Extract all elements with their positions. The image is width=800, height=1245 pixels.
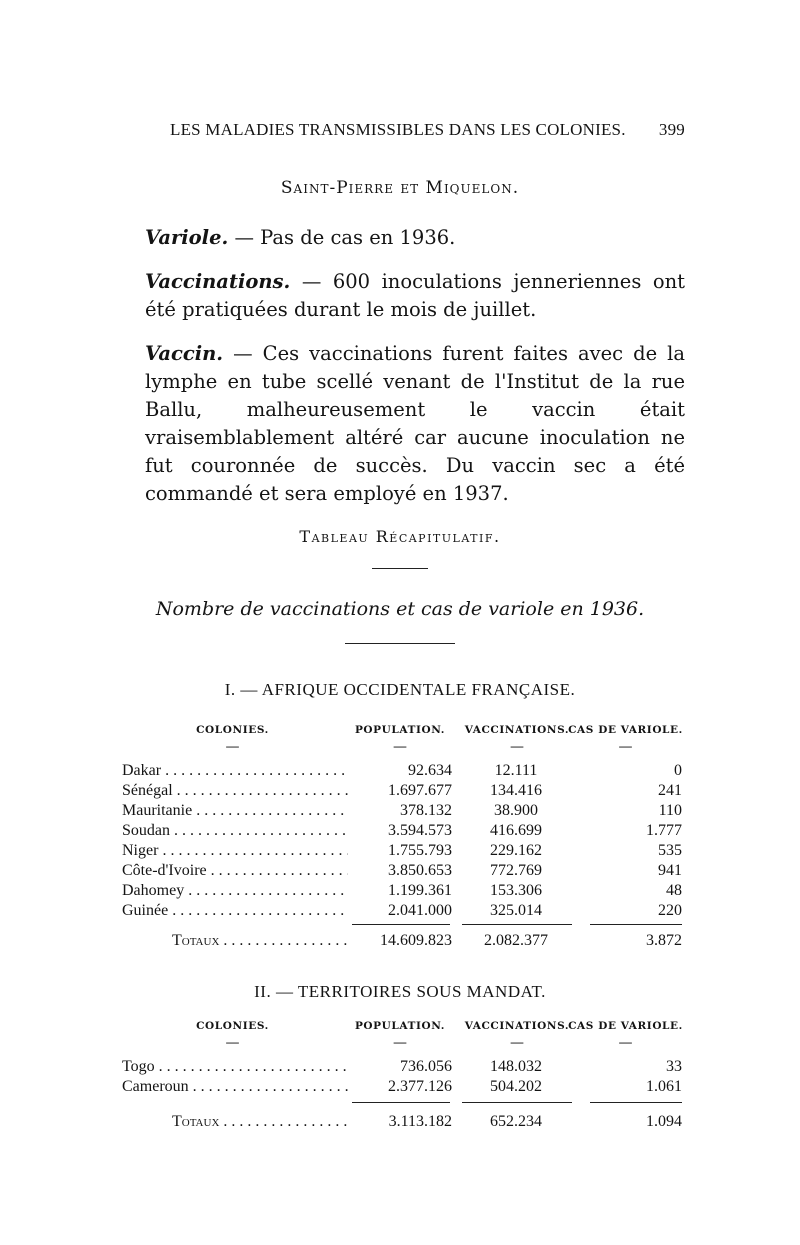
paragraph-lead: Vaccinations. bbox=[145, 270, 291, 293]
total-rule bbox=[590, 924, 682, 925]
table-row bbox=[122, 842, 682, 862]
table-row bbox=[122, 1058, 682, 1078]
divider bbox=[372, 568, 428, 569]
vaccinations-total: 2.082.377 bbox=[484, 932, 548, 949]
running-title: LES MALADIES TRANSMISSIBLES DANS LES COLONIES. bbox=[170, 120, 626, 139]
cases-cell: 220 bbox=[658, 902, 682, 919]
cases-cell: 48 bbox=[666, 882, 682, 899]
column-dash: — bbox=[510, 1035, 524, 1051]
cases-cell: 941 bbox=[658, 862, 682, 879]
table-row bbox=[122, 802, 682, 822]
total-rule bbox=[462, 924, 572, 925]
vaccinations-cell: 416.699 bbox=[490, 822, 542, 839]
population-cell: 1.199.361 bbox=[388, 882, 452, 899]
population-cell: 736.056 bbox=[400, 1058, 452, 1075]
paragraph-vaccinations bbox=[145, 268, 685, 324]
part2-column-headers bbox=[0, 1020, 800, 1060]
paragraph-vaccin bbox=[145, 340, 685, 508]
vaccinations-cell: 12.111 bbox=[494, 762, 538, 779]
population-cell: 3.594.573 bbox=[388, 822, 452, 839]
table-subtitle: Nombre de vaccinations et cas de variole en 1936. bbox=[155, 598, 645, 620]
population-total: 14.609.823 bbox=[380, 932, 452, 949]
cases-total: 1.094 bbox=[646, 1113, 682, 1130]
vaccinations-cell: 772.769 bbox=[490, 862, 542, 879]
totals-row bbox=[122, 1113, 682, 1133]
total-rule bbox=[352, 924, 450, 925]
part1-heading: I. — AFRIQUE OCCIDENTALE FRANÇAISE. bbox=[224, 680, 576, 699]
population-total: 3.113.182 bbox=[388, 1113, 452, 1130]
vaccinations-cell: 38.900 bbox=[494, 802, 538, 819]
paragraph-text: — Pas de cas en 1936. bbox=[228, 226, 456, 249]
colony-name: Mauritanie . . . bbox=[122, 802, 348, 820]
population-cell: 1.697.677 bbox=[388, 782, 452, 799]
column-header: COLONIES. bbox=[196, 724, 269, 736]
totals-label: Totaux . . . bbox=[172, 932, 348, 950]
table-row bbox=[122, 882, 682, 902]
cases-cell: 535 bbox=[658, 842, 682, 859]
column-dash: — bbox=[618, 1035, 633, 1051]
column-dash: — bbox=[225, 1035, 240, 1051]
cases-total: 3.872 bbox=[646, 932, 682, 949]
colony-name: Cameroun . . . bbox=[122, 1078, 348, 1096]
colony-name: Soudan . . . bbox=[122, 822, 348, 840]
table-row bbox=[122, 782, 682, 802]
divider bbox=[345, 643, 455, 644]
column-dash: — bbox=[393, 739, 407, 755]
vaccinations-cell: 153.306 bbox=[490, 882, 542, 899]
table-row bbox=[122, 762, 682, 782]
column-header: COLONIES. bbox=[196, 1020, 269, 1032]
colony-name: Niger . . . bbox=[122, 842, 348, 860]
part2-heading: II. — TERRITOIRES SOUS MANDAT. bbox=[254, 982, 546, 1001]
section-title: Saint-Pierre et Miquelon. bbox=[280, 178, 520, 198]
cases-cell: 1.061 bbox=[646, 1078, 682, 1095]
total-rule bbox=[462, 1102, 572, 1103]
page-number: 399 bbox=[658, 120, 685, 139]
colony-name: Togo . . . bbox=[122, 1058, 348, 1076]
totals-row bbox=[122, 932, 682, 952]
vaccinations-cell: 504.202 bbox=[490, 1078, 542, 1095]
population-cell: 2.041.000 bbox=[388, 902, 452, 919]
paragraph-variole bbox=[145, 224, 685, 252]
table-title: Tableau Récapitulatif. bbox=[299, 527, 501, 546]
column-header: VACCINATIONS. bbox=[464, 1020, 570, 1032]
vaccinations-cell: 148.032 bbox=[490, 1058, 542, 1075]
colony-name: Dahomey . . . bbox=[122, 882, 348, 900]
column-header: VACCINATIONS. bbox=[464, 724, 570, 736]
cases-cell: 241 bbox=[658, 782, 682, 799]
population-cell: 3.850.653 bbox=[388, 862, 452, 879]
column-header: POPULATION. bbox=[354, 724, 446, 736]
table-row bbox=[122, 822, 682, 842]
colony-name: Dakar . . . bbox=[122, 762, 348, 780]
cases-cell: 33 bbox=[666, 1058, 682, 1075]
table-row bbox=[122, 862, 682, 882]
population-cell: 92.634 bbox=[408, 762, 452, 779]
table-row bbox=[122, 1078, 682, 1098]
column-dash: — bbox=[510, 739, 524, 755]
running-header bbox=[170, 120, 685, 140]
cases-cell: 0 bbox=[674, 762, 682, 779]
population-cell: 1.755.793 bbox=[388, 842, 452, 859]
vaccinations-cell: 325.014 bbox=[490, 902, 542, 919]
cases-cell: 110 bbox=[658, 802, 682, 819]
table-row bbox=[122, 902, 682, 922]
colony-name: Côte-d'Ivoire . . . bbox=[122, 862, 348, 880]
vaccinations-cell: 134.416 bbox=[490, 782, 542, 799]
colony-name: Sénégal . . . bbox=[122, 782, 348, 800]
totals-label: Totaux . . . bbox=[172, 1113, 348, 1131]
column-header: CAS DE VARIOLE. bbox=[568, 724, 683, 736]
total-rule bbox=[590, 1102, 682, 1103]
column-dash: — bbox=[393, 1035, 407, 1051]
population-cell: 2.377.126 bbox=[388, 1078, 452, 1095]
column-dash: — bbox=[618, 739, 633, 755]
part1-column-headers bbox=[0, 724, 800, 764]
paragraph-text: — Ces vaccinations furent faites avec de la lymphe en tube scellé venant de l'Institut de la rue Ballu, malheureusement le vaccin était vraisemblablement altéré car aucune inoculation ne fut couronnée de succès. Du vaccin sec a été commandé et sera employé en 1937. bbox=[145, 342, 685, 505]
population-cell: 378.132 bbox=[400, 802, 452, 819]
total-rule bbox=[352, 1102, 450, 1103]
column-header: POPULATION. bbox=[354, 1020, 446, 1032]
column-dash: — bbox=[225, 739, 240, 755]
paragraph-lead: Variole. bbox=[145, 226, 229, 249]
cases-cell: 1.777 bbox=[646, 822, 682, 839]
column-header: CAS DE VARIOLE. bbox=[568, 1020, 683, 1032]
vaccinations-cell: 229.162 bbox=[490, 842, 542, 859]
paragraph-text: — 600 inoculations jenneriennes ont été pratiquées durant le mois de juillet. bbox=[145, 270, 685, 321]
paragraph-lead: Vaccin. bbox=[145, 342, 224, 365]
vaccinations-total: 652.234 bbox=[490, 1113, 542, 1130]
colony-name: Guinée . . . bbox=[122, 902, 348, 920]
